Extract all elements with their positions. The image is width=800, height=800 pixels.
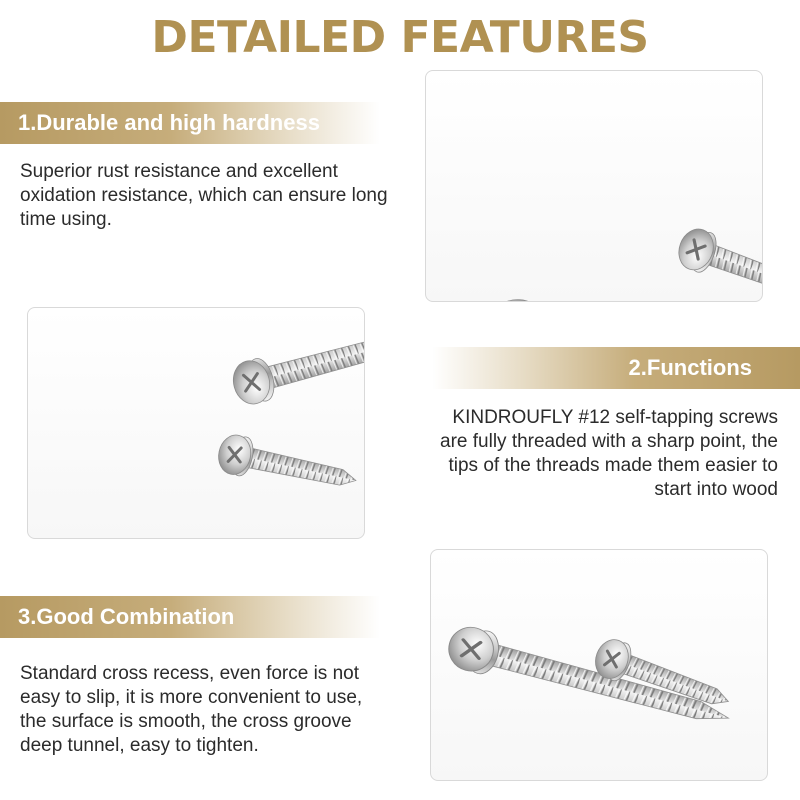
section-1-description: Superior rust resistance and excellent oxidation resistance, which can ensure long time using. xyxy=(20,161,388,230)
section-2-description: KINDROUFLY #12 self-tapping screws are fully threaded with a sharp point, the tips of the threads made them easier to start into wood xyxy=(440,407,778,500)
section-1-heading: 1.Durable and high hardness xyxy=(0,102,380,144)
screw-photo-1 xyxy=(425,70,763,302)
screw-pair-photo-icon xyxy=(426,71,762,301)
screw-photo-3 xyxy=(430,549,768,781)
page-title: DETAILED FEATURES xyxy=(151,12,649,63)
section-3-description: Standard cross recess, even force is not easy to slip, it is more convenient to use, the surface is smooth, the cross groove deep tunnel, easy to tighten. xyxy=(20,663,363,756)
screw-pair-photo-icon xyxy=(28,308,364,538)
screw-photo-2 xyxy=(27,307,365,539)
screw-pair-photo-icon xyxy=(431,550,767,780)
section-3-heading: 3.Good Combination xyxy=(0,596,380,638)
section-2-heading: 2.Functions xyxy=(432,347,800,389)
